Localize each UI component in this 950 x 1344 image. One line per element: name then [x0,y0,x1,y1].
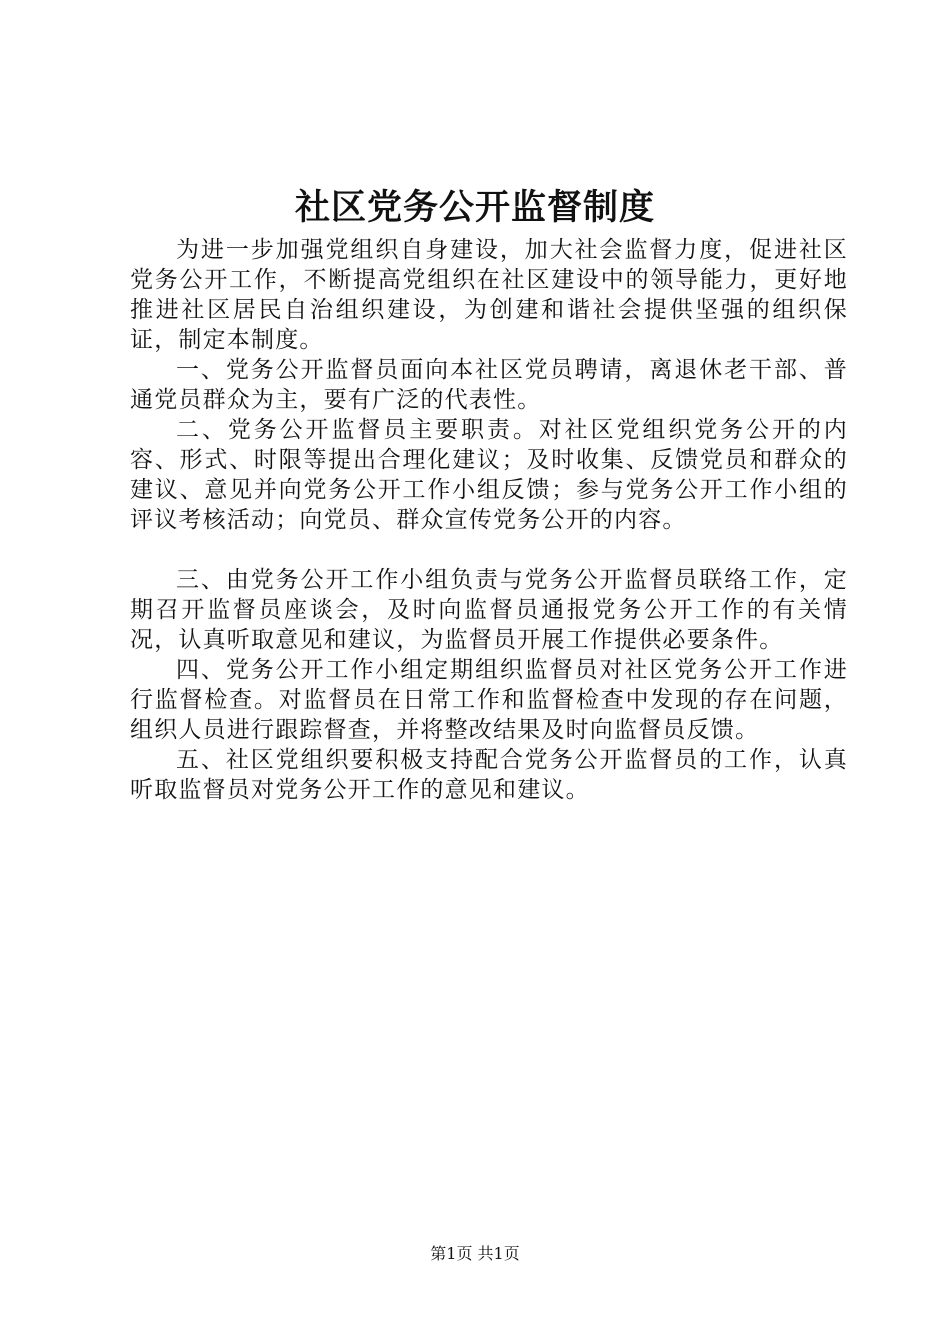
intro-paragraph: 为进一步加强党组织自身建设，加大社会监督力度，促进社区党务公开工作，不断提高党组织在社区建设中的领导能力，更好地推进社区居民自治组织建设，为创建和谐社会提供坚强的组织保证，制定本制度。 [130,237,848,353]
page-footer: 第1页 共1页 [430,1244,520,1263]
clause-4-paragraph: 四、党务公开工作小组定期组织监督员对社区党务公开工作进行监督检查。对监督员在日常工作和监督检查中发现的存在问题，组织人员进行跟踪督查，并将整改结果及时向监督员反馈。 [130,657,848,743]
clause-5-paragraph: 五、社区党组织要积极支持配合党务公开监督员的工作，认真听取监督员对党务公开工作的意见和建议。 [130,747,848,803]
clause-2-paragraph: 二、党务公开监督员主要职责。对社区党组织党务公开的内容、形式、时限等提出合理化建议；及时收集、反馈党员和群众的建议、意见并向党务公开工作小组反馈；参与党务公开工作小组的评议考核活动；向党员、群众宣传党务公开的内容。 [130,417,848,533]
clause-3-paragraph: 三、由党务公开工作小组负责与党务公开监督员联络工作，定期召开监督员座谈会，及时向监督员通报党务公开工作的有关情况，认真听取意见和建议，为监督员开展工作提供必要条件。 [130,567,848,653]
document-title: 社区党务公开监督制度 [294,187,655,228]
clause-1-paragraph: 一、党务公开监督员面向本社区党员聘请，离退休老干部、普通党员群众为主，要有广泛的代表性。 [130,357,848,413]
document-body [130,235,848,805]
